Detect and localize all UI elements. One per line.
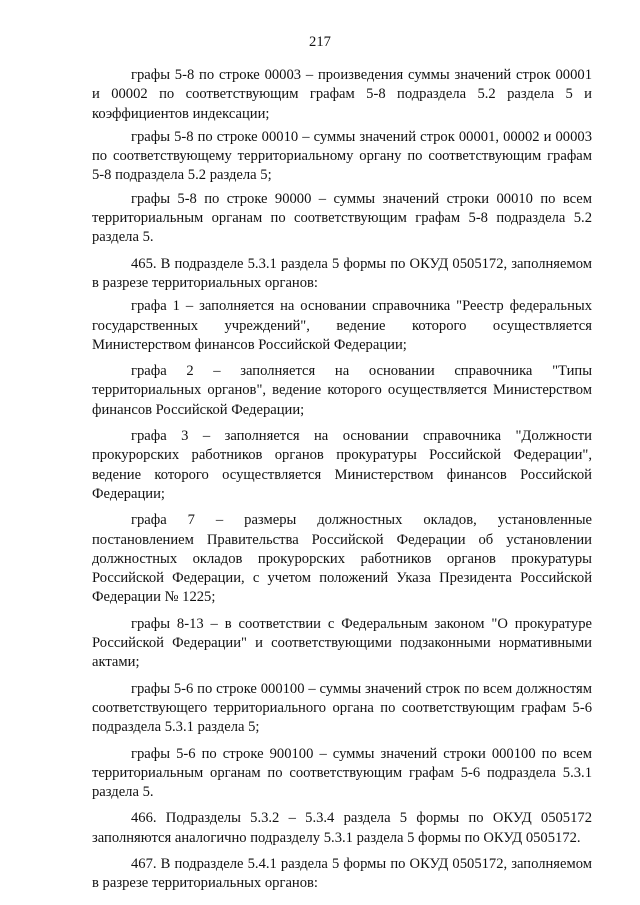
paragraph-item-465: 465. В подразделе 5.3.1 раздела 5 формы по ОКУД 0505172, заполняемом в разрезе территориальных органов: [92,255,592,291]
paragraph-item-467: 467. В подразделе 5.4.1 раздела 5 формы по ОКУД 0505172, заполняемом в разрезе территориальных органов: [92,855,592,892]
document-body [92,66,592,894]
paragraph-column-2: графа 2 – заполняется на основании справочника "Типы территориальных органов", ведение которого осуществляется Министерством финансов Российской Федерации; [92,363,592,418]
paragraph-item-466: 466. Подразделы 5.3.2 – 5.3.4 раздела 5 формы по ОКУД 0505172 заполняются аналогично подразделу 5.3.1 раздела 5 формы по ОКУД 0505172. [92,810,592,846]
paragraph-column-7: графа 7 – размеры должностных окладов, установленные постановлением Правительства Российской Федерации об установлении должностных окладов прокурорских работников органов прокуратуры Российской Федерации, с учетом положений Указа Президента Российской Федерации № 1225; [92,512,592,606]
paragraph-column-3: графа 3 – заполняется на основании справочника "Должности прокурорских работников органов прокуратуры Российской Федерации", ведение которого осуществляется Министерством финансов Российской Федерации; [92,428,592,502]
paragraph-line-00010: графы 5-8 по строке 00010 – суммы значений строк 00001, 00002 и 00003 по соответствующему территориальному органу по соответствующим графам 5-8 подраздела 5.2 раздела 5; [92,128,592,184]
paragraph-column-1: графа 1 – заполняется на основании справочника "Реестр федеральных государственных учреждений", ведение которого осуществляется Министерством финансов Российской Федерации; [92,298,592,353]
paragraph-line-900100: графы 5-6 по строке 900100 – суммы значений строки 000100 по всем территориальным органам по соответствующим графам 5-6 подраздела 5.3.1 раздела 5. [92,745,592,801]
paragraph-line-000100: графы 5-6 по строке 000100 – суммы значений строк по всем должностям соответствующего территориального органа по соответствующим графам 5-6 подраздела 5.3.1 раздела 5; [92,680,592,736]
page-number: 217 [309,34,331,50]
paragraph-line-90000: графы 5-8 по строке 90000 – суммы значений строки 00010 по всем территориальным органам по соответствующим графам 5-8 подраздела 5.2 раздела 5. [92,190,592,246]
paragraph-columns-8-13: графы 8-13 – в соответствии с Федеральным законом "О прокуратуре Российской Федерации" и соответствующими подзаконными нормативными актами; [92,615,592,671]
paragraph-line-00003: графы 5-8 по строке 00003 – произведения суммы значений строк 00001 и 00002 по соответствующим графам 5-8 подраздела 5.2 раздела 5 и коэффициентов индексации; [92,67,592,122]
